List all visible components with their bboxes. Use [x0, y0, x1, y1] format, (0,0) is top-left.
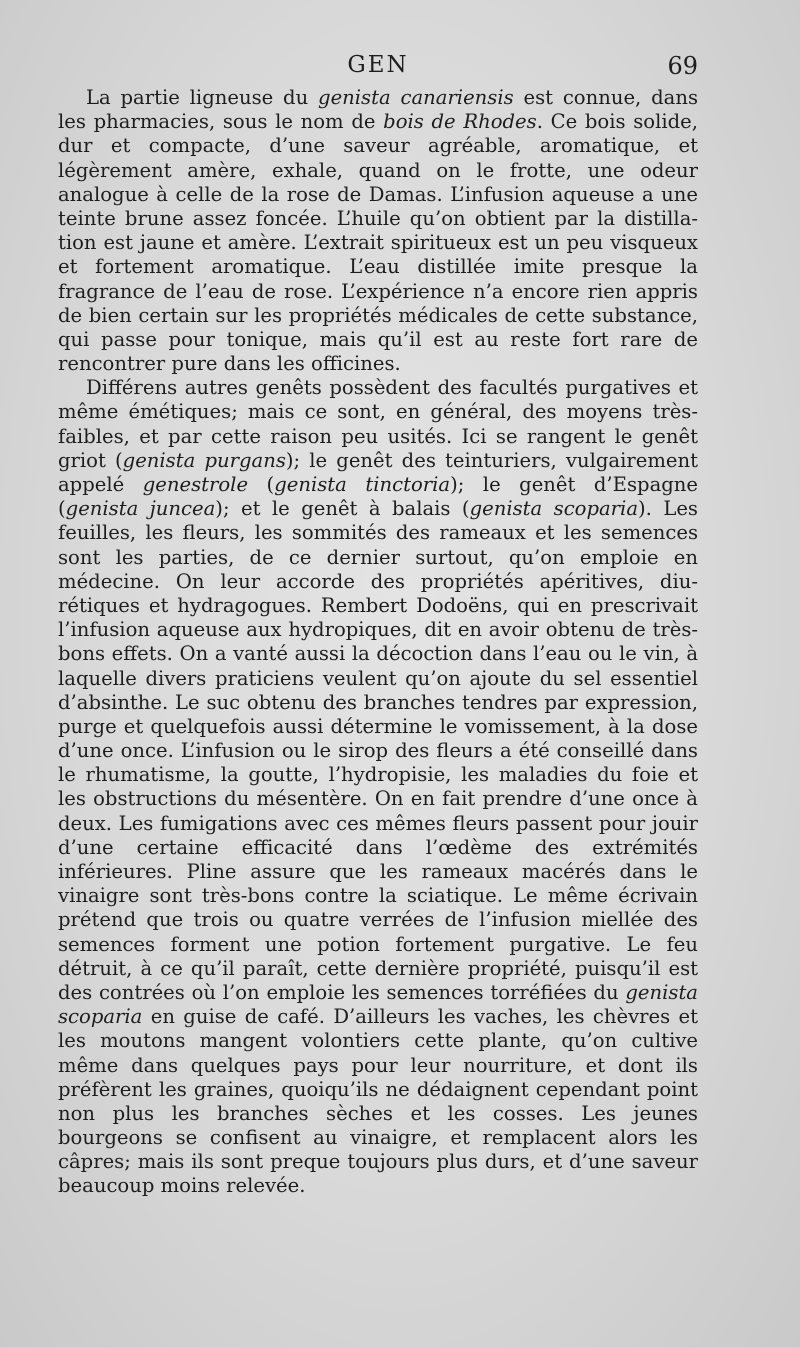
species-name: genista tinctoria [274, 473, 451, 496]
text-segment: Différens autres genêts possèdent des facultés purgatives et même émétiques; mais ce sont, en général, des moyens très-faibles, et par cette raison peu usités. Ici se rangent le genêt griot ( [58, 376, 698, 472]
paragraph-genista-canariensis [58, 86, 698, 376]
page-header [58, 52, 698, 82]
species-name: genista scoparia [58, 980, 698, 1029]
text-segment: ). Les feuilles, les fleurs, les sommités des rameaux et les semences sont les parties, de ce dernier surtout, qu’on emploie en médecine. On leur accorde des propriétés apéritives, diurétiques et hydragogues. Rembert Dodoëns, qui en prescrivait l’infusion aqueuse aux hydropiques, dit en avoir obtenu de très-bons effets. On a vanté aussi la décoction dans l’eau ou le vin, à laquelle divers praticiens veulent qu’on ajoute du sel essentiel d’absinthe. Le suc obtenu des branches tendres par expression, purge et quelquefois aussi détermine le vomissement, à la dose d’une once. L’infusion ou le sirop des fleurs a été conseillé dans le rhumatisme, la goutte, l’hydropisie, les maladies du foie et les obstructions du mésentère. On en fait prendre d’une once à deux. Les fumigations avec ces mêmes fleurs passent pour jouir d’une certaine efficacité dans l’œdème des extrémités inférieures. Pline assure que les rameaux macérés dans le vinaigre sont très-bons contre la sciatique. Le même écrivain prétend que trois ou quatre verrées de l’infusion miellée des semences forment une potion fortement purgative. Le feu détruit, à ce qu’il paraît, cette dernière propriété, puisqu’il est des contrées où l’on emploie les semences torréfiées du [58, 497, 698, 1004]
species-name: genista juncea [65, 497, 216, 521]
paragraph-other-genets [58, 376, 698, 1198]
species-name: genista purgans [122, 448, 286, 472]
species-name: genista scoparia [469, 497, 639, 521]
text-segment: ); le genêt d’Espagne ( [58, 473, 699, 521]
text-segment: est connue, dans les pharmacies, sous le nom de [58, 86, 699, 134]
running-title: GEN [347, 52, 409, 78]
species-name: genista canariensis [318, 86, 514, 109]
page-number: 69 [667, 52, 698, 80]
common-name: bois de Rhodes [383, 110, 537, 134]
body-text [58, 86, 698, 1199]
text-segment: ); le genêt des teinturiers, vulgairement appelé [58, 448, 698, 496]
text-segment: en guise de café. D’ailleurs les vaches, les chèvres et les moutons mangent volontiers cette plante, qu’on cultive même dans quelques pays pour leur nourriture, et dont ils préfèrent les graines, quoiqu’ils ne dédaignent cependant point non plus les branches sèches et les cosses. Les jeunes bourgeons se confisent au vinaigre, et remplacent alors les câpres; mais ils sont preque toujours plus durs, et d’une saveur beaucoup moins relevée. [58, 1005, 698, 1198]
common-name: genestrole [142, 473, 249, 496]
text-segment: ( [248, 473, 275, 496]
text-segment: . Ce bois solide, dur et compacte, d’une saveur agréable, aromatique, et légèrement amère, exhale, quand on le frotte, une odeur analogue à celle de la rose de Damas. L’infusion aqueuse a une teinte brune assez foncée. L’huile qu’on obtient par la distillation est jaune et amère. L’extrait spiritueux est un peu visqueux et fortement aromatique. L’eau distillée imite presque la fragrance de l’eau de rose. L’expérience n’a encore rien appris de bien certain sur les propriétés médicales de cette substance, qui passe pour tonique, mais qu’il est au reste fort rare de rencontrer pure dans les officines. [58, 110, 698, 376]
text-segment: ); et le genêt à balais ( [215, 497, 470, 521]
text-segment: La partie ligneuse du [86, 86, 319, 109]
